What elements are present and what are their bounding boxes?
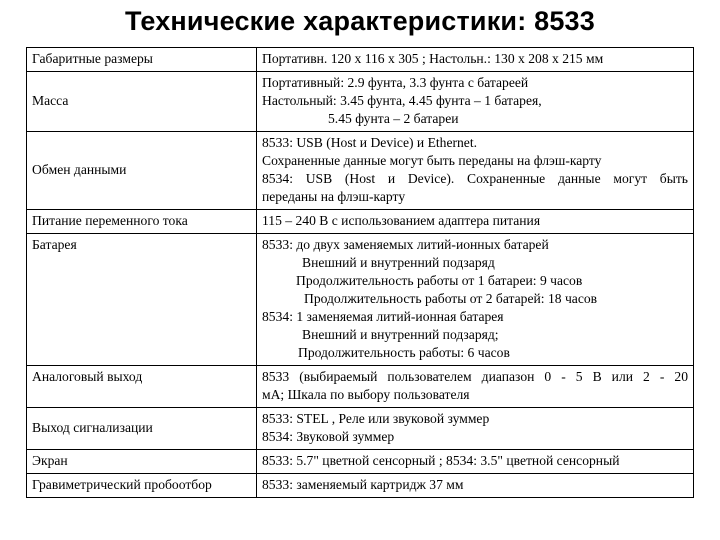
table-row (27, 474, 694, 498)
value-line: Портативн. 120 х 116 х 305 ; Настольн.: 130 х 208 х 215 мм (262, 51, 604, 66)
spec-table (26, 47, 694, 498)
value-line: 8533: 5.7" цветной сенсорный ; 8534: 3.5" цветной сенсорный (262, 453, 620, 468)
row-value (257, 366, 694, 408)
value-line: переданы на флэш-карту (262, 189, 406, 204)
row-label: Питание переменного тока (27, 210, 257, 234)
row-label: Габаритные размеры (27, 48, 257, 72)
value-line: Сохраненные данные могут быть переданы на флэш-карту (262, 153, 602, 168)
table-row (27, 72, 694, 132)
table-row (27, 132, 694, 210)
value-line: 8534: USB (Host и Device). Сохраненные данные могут быть (262, 171, 688, 186)
row-value (257, 474, 694, 498)
table-row (27, 48, 694, 72)
value-line: 8534: Звуковой зуммер (262, 429, 395, 444)
value-line: Внешний и внутренний подзаряд; (302, 327, 499, 342)
value-line: Портативный: 2.9 фунта, 3.3 фунта с батареей (262, 75, 529, 90)
row-value (257, 48, 694, 72)
value-line: Продолжительность работы: 6 часов (298, 345, 510, 360)
value-line: 115 – 240 В с использованием адаптера питания (262, 213, 541, 228)
row-label: Экран (27, 450, 257, 474)
row-label: Обмен данными (27, 132, 257, 210)
value-line: 8533: до двух заменяемых литий-ионных батарей (262, 237, 549, 252)
row-value (257, 132, 694, 210)
value-line: Продолжительность работы от 2 батарей: 18 часов (304, 291, 598, 306)
value-line: 8533: STEL , Реле или звуковой зуммер (262, 411, 490, 426)
value-line: 8534: 1 заменяемая литий-ионная батарея (262, 309, 504, 324)
row-label: Выход сигнализации (27, 408, 257, 450)
table-row (27, 234, 694, 366)
value-line: 5.45 фунта – 2 батареи (328, 111, 459, 126)
value-line: Продолжительность работы от 1 батареи: 9 часов (296, 273, 583, 288)
row-value (257, 210, 694, 234)
row-label: Масса (27, 72, 257, 132)
value-line: Настольный: 3.45 фунта, 4.45 фунта – 1 батарея, (262, 93, 542, 108)
row-value (257, 234, 694, 366)
table-row (27, 366, 694, 408)
value-line: 8533: USB (Host и Device) и Ethernet. (262, 135, 478, 150)
value-line: 8533: заменяемый картридж 37 мм (262, 477, 464, 492)
value-line: Внешний и внутренний подзаряд (302, 255, 495, 270)
row-label: Аналоговый выход (27, 366, 257, 408)
table-row (27, 210, 694, 234)
value-line: 8533 (выбираемый пользователем диапазон 0 - 5 В или 2 - 20 (262, 369, 688, 384)
row-label: Гравиметрический пробоотбор (27, 474, 257, 498)
value-line: мА; Шкала по выбору пользователя (262, 387, 470, 402)
table-row (27, 408, 694, 450)
page-title: Технические характеристики: 8533 (124, 6, 595, 36)
table-row (27, 450, 694, 474)
row-value (257, 450, 694, 474)
row-value (257, 72, 694, 132)
row-label: Батарея (27, 234, 257, 366)
row-value (257, 408, 694, 450)
